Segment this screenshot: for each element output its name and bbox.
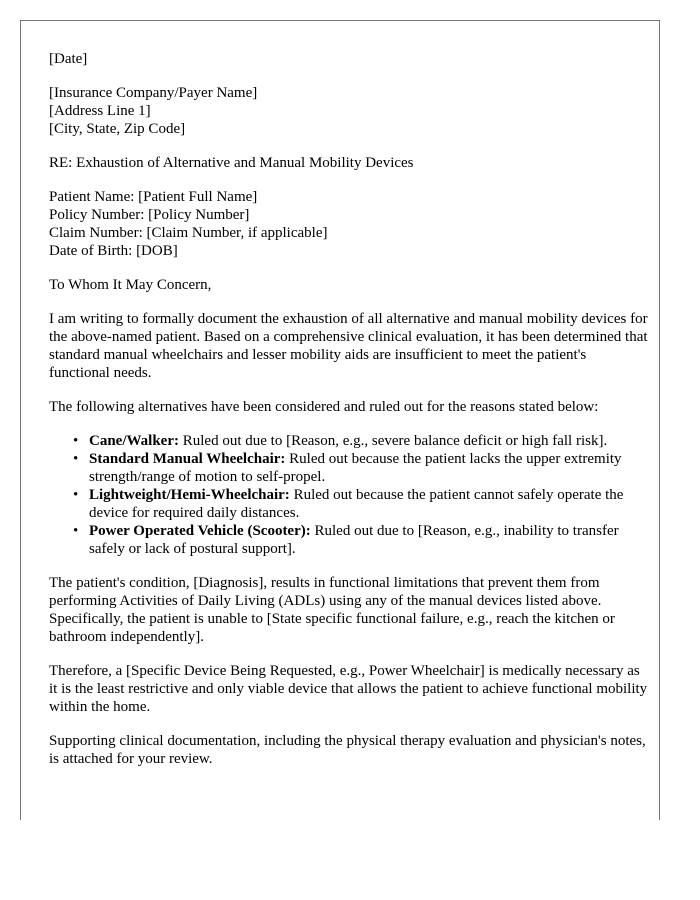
intro-paragraph: I am writing to formally document the exhaustion of all alternative and manual mobility devices for the above-named patient. Based on a comprehensive clinical evaluation, it has been determined that standard manual wheelchairs and lesser mobility aids are insufficient to meet the patient's functional needs. xyxy=(49,311,648,381)
condition-paragraph: The patient's condition, [Diagnosis], results in functional limitations that prevent them from performing Activities of Daily Living (ADLs) using any of the manual devices listed above. Specifically, the patient is unable to [State specific functional failure, e.g., reach the kitchen or bathroom independently]. xyxy=(49,575,615,645)
alternative-title: Standard Manual Wheelchair: xyxy=(89,451,286,467)
recipient-name: [Insurance Company/Payer Name] xyxy=(49,85,258,101)
alternative-title: Cane/Walker: xyxy=(89,433,179,449)
letter-body xyxy=(49,50,649,784)
alternative-reason: Ruled out because the patient cannot safely operate the device for required daily distances. xyxy=(89,487,624,521)
bullet-icon: • xyxy=(73,487,79,503)
supporting-paragraph: Supporting clinical documentation, including the physical therapy evaluation and physician's notes, is attached for your review. xyxy=(49,733,646,767)
alternatives-intro: The following alternatives have been considered and ruled out for the reasons stated below: xyxy=(49,399,599,415)
patient-name: Patient Name: [Patient Full Name] xyxy=(49,189,258,205)
list-item xyxy=(73,522,649,558)
salutation: To Whom It May Concern, xyxy=(49,277,212,293)
recipient-address-line1: [Address Line 1] xyxy=(49,103,151,119)
necessity-paragraph: Therefore, a [Specific Device Being Requested, e.g., Power Wheelchair] is medically necessary as it is the least restrictive and only viable device that allows the patient to achieve functional mobility within the home. xyxy=(49,663,648,715)
alternative-reason: Ruled out due to [Reason, e.g., inability to transfer safely or lack of postural support]. xyxy=(89,523,619,557)
bullet-icon: • xyxy=(73,523,79,539)
bullet-icon: • xyxy=(73,433,79,449)
letter-page xyxy=(20,20,660,820)
alternative-title: Power Operated Vehicle (Scooter): xyxy=(89,523,311,539)
list-item xyxy=(73,486,649,522)
list-item xyxy=(73,432,649,450)
letter-date: [Date] xyxy=(49,51,88,67)
alternatives-list xyxy=(49,432,649,558)
recipient-address xyxy=(49,84,649,138)
alternative-reason: Ruled out due to [Reason, e.g., severe balance deficit or high fall risk]. xyxy=(179,433,608,449)
alternative-title: Lightweight/Hemi-Wheelchair: xyxy=(89,487,290,503)
recipient-city-state-zip: [City, State, Zip Code] xyxy=(49,121,186,137)
date-of-birth: Date of Birth: [DOB] xyxy=(49,243,178,259)
list-item xyxy=(73,450,649,486)
policy-number: Policy Number: [Policy Number] xyxy=(49,207,250,223)
patient-info-block xyxy=(49,188,649,260)
claim-number: Claim Number: [Claim Number, if applicable] xyxy=(49,225,328,241)
alternative-reason: Ruled out because the patient lacks the upper extremity strength/range of motion to self-propel. xyxy=(89,451,622,485)
subject-line: RE: Exhaustion of Alternative and Manual Mobility Devices xyxy=(49,155,414,171)
bullet-icon: • xyxy=(73,451,79,467)
